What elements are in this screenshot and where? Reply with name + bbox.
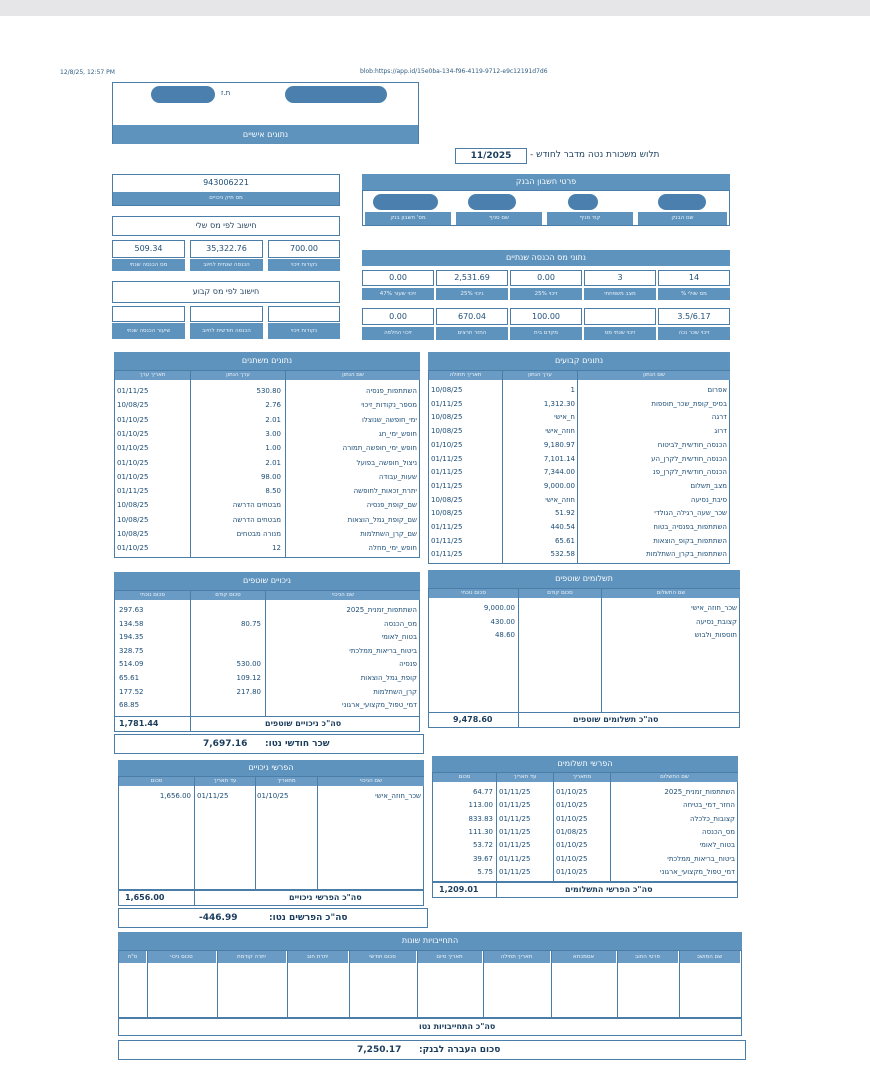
gross-row <box>114 734 424 754</box>
annual-tax-r1-3: 0.00 <box>510 270 582 286</box>
variable-row-value: 2.01 <box>265 415 281 424</box>
tax-file-number: 943006221 <box>203 178 249 187</box>
fixed-row-value: 9,180.97 <box>543 440 575 449</box>
variable-row-value: 2.76 <box>265 401 281 410</box>
deduction-row-name: פנסיה <box>399 660 417 669</box>
bank-field-branch-name: שם סניף <box>456 212 542 225</box>
diff-payment-row-amount: 113.00 <box>468 801 493 810</box>
diff-payment-row-name: מס_הכנסה <box>702 827 735 836</box>
my-tax-title-box <box>112 216 340 236</box>
annual-tax-r2-3: 100.00 <box>510 308 582 325</box>
fixed-col-date: תאריך תחולה <box>429 371 502 380</box>
fixed-tax-label-2: הכנסה חודשית לחיוב <box>190 323 263 339</box>
fixed-row-name: אפרום <box>707 386 727 394</box>
deduction-row-name: קופת_גמל_הוצאות <box>360 674 417 682</box>
fixed-col-value: ערך הנתון <box>503 371 577 380</box>
annual-tax-r1-label-2: ניכוי 25% <box>436 288 508 300</box>
deductions-total: 1,781.44 <box>119 719 159 728</box>
fixed-row-name: השתתפות_בקופ_הוצאות <box>653 536 727 545</box>
redaction-mark <box>658 194 706 210</box>
fixed-row-value: 9,000.00 <box>543 481 575 490</box>
deduction-row-previous: 217.80 <box>236 687 261 696</box>
fixed-tax-label-3: נקודות זיכוי <box>268 323 340 339</box>
payments-table <box>428 588 740 713</box>
commitments-table <box>118 950 742 1018</box>
diff-payment-row-name: השתתפות_זמנית_2025 <box>664 788 735 796</box>
diff-payment-row-name: דמי_טפול_מקצועי_ארגוני <box>660 867 735 876</box>
fixed-row-date: 01/11/25 <box>431 550 463 559</box>
annual-tax-r2-2: 670.04 <box>436 308 508 325</box>
personal-data-label: נתונים אישיים <box>113 125 418 144</box>
variable-row-date: 10/08/25 <box>117 515 149 524</box>
tax-file-box <box>112 174 340 206</box>
employee-box <box>112 82 419 144</box>
my-tax-value-3: 700.00 <box>268 240 340 258</box>
net-diff-label: סה"כ הפרשים נטו: <box>269 913 348 923</box>
annual-tax-r1-4: 3 <box>584 270 656 286</box>
variable-row-date: 10/08/25 <box>117 501 149 510</box>
gross-value: 7,697.16 <box>203 739 248 749</box>
fixed-row-date: 01/10/25 <box>431 440 463 449</box>
payment-row-name: שכר_חוזה_אישי <box>691 604 737 612</box>
diff-payments-total: 1,209.01 <box>439 885 479 894</box>
payment-row-previous <box>521 616 599 630</box>
fixed-data-table <box>428 370 730 564</box>
bank-field-account: מס' חשבון בנק <box>365 212 451 225</box>
slip-month: 11/2025 <box>455 148 527 164</box>
variable-row-name: חופש_ימי_חופשה_תמורה <box>342 444 417 453</box>
variable-row-date: 10/08/25 <box>117 530 149 538</box>
variable-row-value: מבטחים הדרשה <box>232 515 281 524</box>
payment-row-current: 48.60 <box>494 631 515 640</box>
diff-payment-row-to: 01/11/25 <box>499 867 531 876</box>
diff-payment-row-from: 01/10/25 <box>556 841 588 850</box>
variable-row-name: שם_קרן_השתלמות <box>360 530 417 538</box>
diff-payments-total-row <box>432 882 738 898</box>
variable-row-date: 01/10/25 <box>117 444 149 453</box>
diff-deductions-total: 1,656.00 <box>125 893 165 902</box>
diff-deductions-title: הפרשי ניכויים <box>118 760 424 776</box>
diff-payment-row-to: 01/11/25 <box>499 841 531 850</box>
fixed-tax-value-2 <box>190 306 263 322</box>
fixed-row-name: דרגה <box>711 413 727 422</box>
fixed-row-value: חוזה_אישי <box>545 427 575 436</box>
diff-payment-row-amount: 5.75 <box>477 867 493 876</box>
fixed-row-date: 01/11/25 <box>431 468 463 477</box>
deduction-row-name: מס_הכנסה <box>384 619 417 628</box>
diff-payment-row-from: 01/10/25 <box>556 854 588 863</box>
deductions-table <box>114 590 420 717</box>
diff-deduction-row-from: 01/10/25 <box>257 792 289 800</box>
diff-pay-col-from: מתאריך <box>554 773 610 782</box>
variable-data-title: נתונים משתנים <box>114 352 420 370</box>
diff-pay-col-amount: סכום <box>433 773 496 782</box>
fixed-row-name: שכר_שעה_רגילה_הגולדי <box>654 509 727 518</box>
diff-payment-row-amount: 39.67 <box>472 854 493 863</box>
diff-ded-col-amount: סכום <box>119 777 194 786</box>
diff-payment-row-to: 01/11/25 <box>499 854 531 863</box>
diff-payment-row-from: 01/10/25 <box>556 788 588 796</box>
fixed-row-date: 10/08/25 <box>431 413 463 422</box>
payment-row-previous <box>521 629 599 643</box>
deductions-total-label: סה"כ ניכויים שוטפים <box>265 719 342 728</box>
variable-row-value: 12 <box>272 544 281 553</box>
deduction-row-name: דמי_טפול_מקצועי_ארגוני <box>342 701 417 710</box>
annual-tax-r1-5: 14 <box>658 270 730 286</box>
deduction-row-current: 68.85 <box>119 701 140 710</box>
fixed-row-date: 10/08/25 <box>431 386 463 394</box>
variable-col-date: תאריך ערך <box>115 371 190 380</box>
diff-payment-row-amount: 833.83 <box>468 814 493 823</box>
fixed-row-date: 01/11/25 <box>431 536 463 545</box>
my-tax-label-2: הכנסה שנתית לחיוב <box>190 259 263 271</box>
annual-tax-r1-label-5: % מס שולי <box>658 288 730 300</box>
payment-row-name: קצובת_נסיעה <box>695 617 737 626</box>
print-url: blob:https://app.id/15e0ba-134-f96-4119-9712-e9c12191d7d6 <box>360 68 548 75</box>
deduction-row-name: ביטוח_בריאות_ממלכתי <box>349 646 417 655</box>
variable-row-name: שם_קופת_פנסיה <box>366 501 417 510</box>
fixed-row-value: 51.92 <box>554 509 575 518</box>
diff-payment-row-name: החזר_דמי_בטיחה <box>683 801 735 810</box>
diff-payment-row-name: בטוח_לאומי <box>699 841 735 850</box>
variable-row-date: 01/10/25 <box>117 458 149 467</box>
commitments-title: התחייבויות שונות <box>118 932 742 950</box>
deductions-col-previous: סכום קודם <box>191 591 265 600</box>
id-label: ת.ז <box>221 89 231 97</box>
variable-row-value: 2.01 <box>265 458 281 467</box>
bank-box <box>362 190 730 226</box>
variable-row-date: 01/10/25 <box>117 415 149 424</box>
net-diff-row <box>118 908 428 928</box>
print-datetime: 12/8/25, 12:57 PM <box>60 69 115 76</box>
annual-tax-r2-label-5: זיכוי שכר נכה <box>658 327 730 340</box>
diff-deductions-table <box>118 776 424 890</box>
payment-row-current: 430.00 <box>490 617 515 626</box>
fixed-row-name: הכנסה_חודשית_לקרן_פנ <box>652 468 727 477</box>
diff-payments-total-label: סה"כ הפרשי התשלומים <box>565 885 653 894</box>
commitments-total-row <box>118 1018 742 1036</box>
diff-payment-row-from: 01/10/25 <box>556 867 588 876</box>
deduction-row-current: 65.61 <box>119 674 140 682</box>
commitments-col-header: שם המושב <box>679 951 740 963</box>
fixed-row-value: 7,344.00 <box>543 468 575 477</box>
bank-transfer-row <box>118 1040 746 1060</box>
fixed-row-date: 10/08/25 <box>431 509 463 518</box>
variable-row-date: 01/11/25 <box>117 387 149 395</box>
variable-row-name: חופש_ימי_מחלה <box>368 544 417 553</box>
redaction-mark <box>285 86 387 103</box>
variable-row-date: 01/11/25 <box>117 487 149 496</box>
diff-payment-row-name: ביטוח_בריאות_ממלכתי <box>667 854 735 863</box>
fixed-tax-label-1: שיעור הכנסה שנתי <box>112 323 185 339</box>
variable-row-name: מספר_נקודות_זיכוי <box>361 401 417 410</box>
slip-title: תלוש משכורת נטה מדבר לחודש - <box>530 150 660 160</box>
payments-total: 9,478.60 <box>453 715 493 724</box>
fixed-row-date: 01/11/25 <box>431 454 463 463</box>
diff-deductions-total-row <box>118 890 424 906</box>
deductions-total-row <box>114 716 420 732</box>
diff-payments-table <box>432 772 738 882</box>
my-tax-value-2: 35,322.76 <box>190 240 263 258</box>
diff-payment-row-name: קצובות_כלכלה <box>689 814 735 823</box>
fixed-row-date: 01/11/25 <box>431 399 463 408</box>
commitments-col-header: סכום חודשי <box>349 951 416 963</box>
variable-data-table <box>114 370 420 558</box>
annual-tax-r2-label-4: זיכוי שנתי מס <box>584 327 656 340</box>
variable-col-value: ערך הנתון <box>191 371 285 380</box>
diff-payment-row-to: 01/11/25 <box>499 788 531 796</box>
redaction-mark <box>468 194 516 210</box>
commitments-col-header: תאריך תחילה <box>483 951 550 963</box>
diff-pay-col-to: עד תאריך <box>497 773 553 782</box>
diff-payment-row-from: 01/10/25 <box>556 814 588 823</box>
deductions-col-name: שם הניכוי <box>266 591 420 600</box>
commitments-col-header: יתרה קודמת <box>217 951 286 963</box>
tax-file-label: מס תיק ניכויים <box>113 192 339 205</box>
annual-tax-r2-label-3: מקדם בית <box>510 327 582 340</box>
diff-payment-row-to: 01/11/25 <box>499 801 531 810</box>
variable-row-name: שעות_עבודה <box>378 472 417 481</box>
variable-row-name: שם_קופת_גמל_הוצאות <box>347 515 417 524</box>
variable-row-value: 530.80 <box>256 387 281 395</box>
variable-row-name: חופש_ימי_חג <box>378 429 417 438</box>
fixed-tax-value-3 <box>268 306 340 322</box>
bank-transfer-label: סכום העברה לבנק: <box>419 1045 501 1055</box>
deductions-title: ניכויים שוטפים <box>114 572 420 590</box>
annual-tax-title: נתוני מס הכנסה שנתיים <box>362 250 730 266</box>
fixed-row-name: הכנסה_חודשית_לקרן_הע <box>651 454 727 463</box>
annual-tax-r1-label-1: זיכוי שעור 47% <box>362 288 434 300</box>
diff-payment-row-from: 01/08/25 <box>556 827 588 836</box>
variable-row-date: 10/08/25 <box>117 401 149 410</box>
variable-row-value: מנורה מבטחים <box>236 530 281 538</box>
payments-col-name: שם התשלום <box>602 589 740 598</box>
fixed-row-value: 440.54 <box>550 523 575 531</box>
diff-deduction-row-name: שכר_חוזה_אישי <box>375 792 421 800</box>
deduction-row-previous <box>193 699 261 713</box>
fixed-row-name: סיבת_נסיעה <box>690 495 727 504</box>
variable-row-name: ימי_חופשה_שנוצלו <box>362 415 417 424</box>
fixed-tax-title-box <box>112 281 340 303</box>
fixed-row-name: דרוג <box>714 427 727 436</box>
annual-tax-r2-1: 0.00 <box>362 308 434 325</box>
payment-row-name: תוספות_ולבוש <box>694 631 737 640</box>
payments-col-previous: סכום קודם <box>519 589 601 598</box>
deduction-row-previous: 80.75 <box>240 619 261 628</box>
commitments-col-header: סכום ניכוי <box>147 951 216 963</box>
commitments-total-label: סה"כ התחייבויות נטו <box>419 1022 496 1031</box>
diff-payment-row-amount: 53.72 <box>472 841 493 850</box>
bank-field-bank-name: שם הבנק <box>638 212 727 225</box>
variable-row-value: מבטחים הדרשה <box>232 501 281 510</box>
fixed-row-name: השתתפות_בקרן_השתלמות <box>646 550 727 559</box>
diff-payments-title: הפרשי תשלומים <box>432 756 738 772</box>
payments-total-label: סה"כ תשלומים שוטפים <box>573 715 659 724</box>
deduction-row-name: השתתפות_זמנית_2025 <box>346 606 417 614</box>
fixed-row-name: מצב_תשלום <box>690 481 727 490</box>
variable-row-value: 98.00 <box>260 472 281 481</box>
commitments-col-header: ס"ח <box>119 951 146 963</box>
fixed-row-value: 1,312.30 <box>543 399 575 408</box>
deduction-row-previous: 530.00 <box>236 660 261 669</box>
fixed-row-date: 10/08/25 <box>431 495 463 504</box>
my-tax-value-1: 509.34 <box>112 240 185 258</box>
variable-row-name: השתתפות_פנסיה <box>366 387 417 395</box>
payment-row-current: 9,000.00 <box>483 604 515 612</box>
deduction-row-name: קרן_השתלמות <box>373 687 417 696</box>
deduction-row-current: 177.52 <box>119 687 144 696</box>
deductions-col-current: סכום נוכחי <box>115 591 190 600</box>
payment-row-previous <box>521 602 599 616</box>
diff-pay-col-name: שם התשלום <box>611 773 738 782</box>
net-diff-value: -446.99 <box>199 913 238 923</box>
fixed-row-name: בסיס_קופת_שכר_תוספות <box>651 399 727 408</box>
variable-row-date: 01/10/25 <box>117 544 149 553</box>
deduction-row-current: 514.09 <box>119 660 144 669</box>
annual-tax-r1-1: 0.00 <box>362 270 434 286</box>
diff-payment-row-to: 01/11/25 <box>499 814 531 823</box>
payments-title: תשלומים שוטפים <box>428 570 740 588</box>
fixed-row-value: חוזה_אישי <box>545 495 575 504</box>
diff-payment-row-from: 01/10/25 <box>556 801 588 810</box>
commitments-col-header: אסמכתא <box>551 951 616 963</box>
diff-payment-row-amount: 111.30 <box>468 827 493 836</box>
fixed-row-name: השתתפות_בפנסיה_בטוח <box>653 523 727 531</box>
variable-col-name: שם הנתון <box>286 371 420 380</box>
deduction-row-previous <box>193 631 261 645</box>
redaction-mark <box>151 86 215 103</box>
diff-deduction-row-amount: 1,656.00 <box>159 792 191 800</box>
fixed-row-value: 532.58 <box>550 550 575 559</box>
payments-col-current: סכום נוכחי <box>429 589 518 598</box>
variable-row-date: 01/10/25 <box>117 472 149 481</box>
annual-tax-r1-label-3: זיכוי 25% <box>510 288 582 300</box>
commitments-col-header: יתרת חוב <box>287 951 348 963</box>
my-tax-label-3: נקודות זיכוי <box>268 259 340 271</box>
variable-row-value: 3.00 <box>265 429 281 438</box>
diff-deduction-row-to: 01/11/25 <box>197 792 229 800</box>
my-tax-title: חישוב לפי מס שלי <box>195 221 257 230</box>
commitments-col-header: תאריך סיום <box>417 951 482 963</box>
gross-label: שכר חודשי נטו: <box>265 739 330 749</box>
bank-transfer-value: 7,250.17 <box>357 1045 402 1055</box>
deduction-row-current: 297.63 <box>119 606 144 614</box>
redaction-mark <box>568 194 598 210</box>
deduction-row-current: 328.75 <box>119 646 144 655</box>
annual-tax-r2-label-2: החזר חרצים <box>436 327 508 340</box>
annual-tax-r2-5: 3.5/6.17 <box>658 308 730 325</box>
deduction-row-previous <box>193 645 261 659</box>
diff-payment-row-to: 01/11/25 <box>499 827 531 836</box>
variable-row-date: 01/10/25 <box>117 429 149 438</box>
fixed-row-date: 10/08/25 <box>431 427 463 436</box>
fixed-data-title: נתונים קבועים <box>428 352 730 370</box>
diff-ded-col-name: שם הניכוי <box>318 777 424 786</box>
diff-ded-col-from: מתאריך <box>256 777 317 786</box>
commitments-col-header: פרטי החוב <box>617 951 678 963</box>
fixed-row-date: 01/11/25 <box>431 481 463 490</box>
my-tax-label-1: מס הכנסה שנתי <box>112 259 185 271</box>
fixed-row-value: ח_אישי <box>554 413 575 422</box>
bank-title: פרטי חשבון הבנק <box>362 174 730 190</box>
viewer-top-bar <box>0 0 870 16</box>
variable-row-value: 8.50 <box>265 487 281 496</box>
deduction-row-current: 194.35 <box>119 633 144 642</box>
fixed-row-value: 7,101.14 <box>543 454 575 463</box>
fixed-row-value: 1 <box>570 386 575 394</box>
annual-tax-r2-label-1: זיכוי החלפה <box>362 327 434 340</box>
deduction-row-current: 134.58 <box>119 619 144 628</box>
annual-tax-r1-label-4: מצב משפחתי <box>584 288 656 300</box>
payments-total-row <box>428 712 740 728</box>
variable-row-name: יתרת_זכאות_לחופשה <box>353 487 417 496</box>
fixed-row-date: 01/11/25 <box>431 523 463 531</box>
diff-ded-col-to: עד תאריך <box>195 777 255 786</box>
fixed-row-name: הכנסה_חודשית_לביטוח <box>657 440 727 449</box>
deduction-row-name: בטוח_לאומי <box>381 633 417 642</box>
redaction-mark <box>373 194 438 210</box>
deduction-row-previous: 109.12 <box>236 674 261 682</box>
deduction-row-previous <box>193 604 261 618</box>
fixed-tax-value-1 <box>112 306 185 322</box>
annual-tax-r2-4 <box>584 308 656 325</box>
annual-tax-r1-2: 2,531.69 <box>436 270 508 286</box>
variable-row-value: 1.00 <box>265 444 281 453</box>
variable-row-name: ניצול_חופשה_בפועל <box>356 458 417 467</box>
fixed-row-value: 65.61 <box>554 536 575 545</box>
fixed-col-name: שם הנתון <box>578 371 730 380</box>
diff-deductions-total-label: סה"כ הפרשי ניכויים <box>289 893 362 902</box>
diff-payment-row-amount: 64.77 <box>472 788 493 796</box>
fixed-tax-title: חישוב לפי מס קבוע <box>192 287 260 296</box>
bank-field-branch-code: קוד סניף <box>547 212 633 225</box>
